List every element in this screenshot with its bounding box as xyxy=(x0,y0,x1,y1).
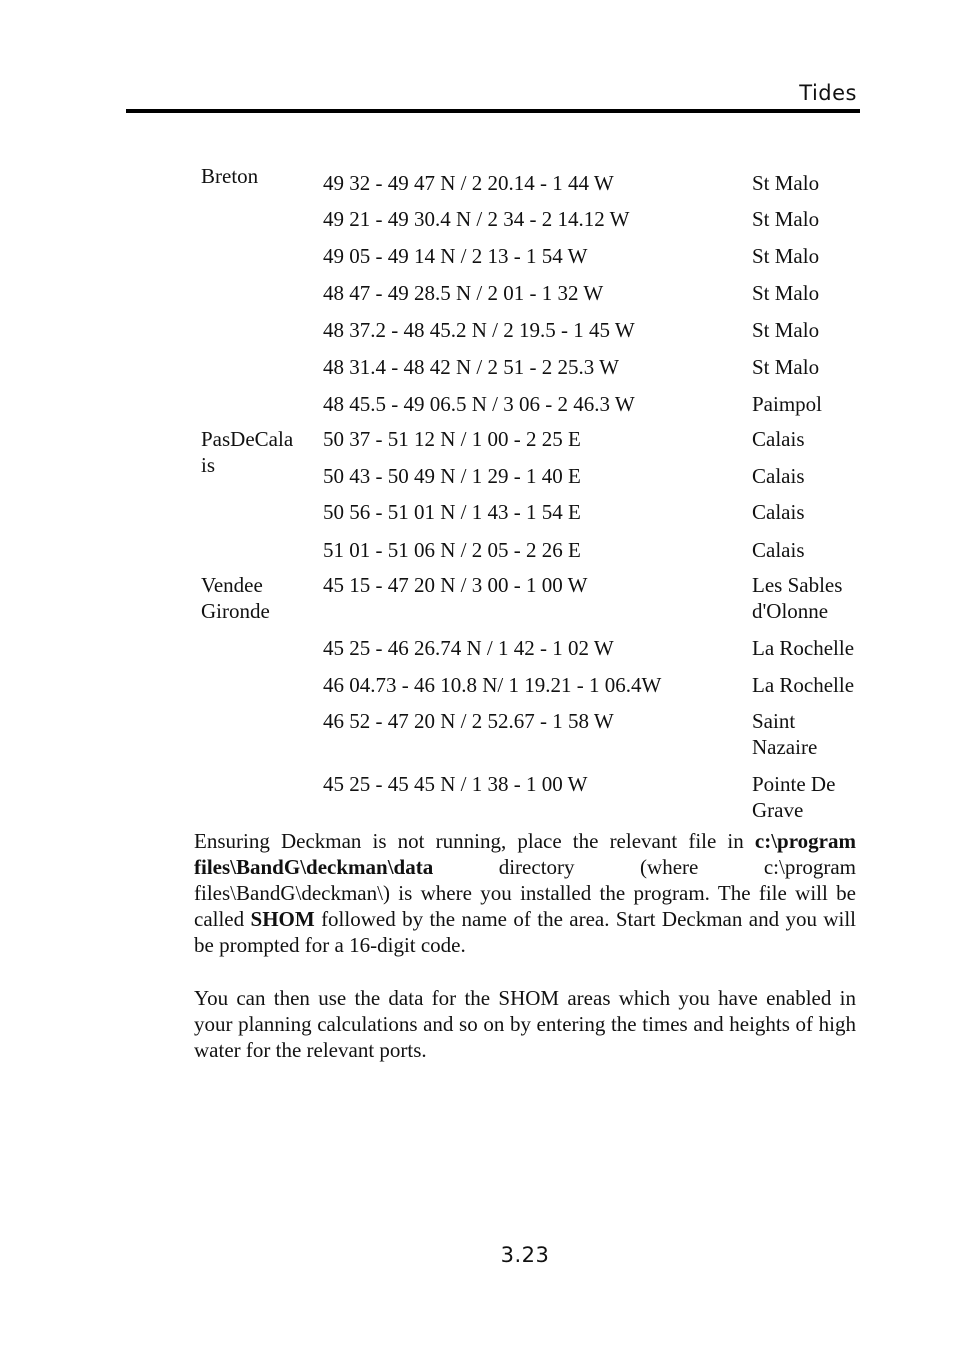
row-range: 46 04.73 - 46 10.8 N/ 1 19.21 - 1 06.4W xyxy=(323,673,662,697)
row-port: St Malo xyxy=(752,355,820,379)
port-line: Pointe De xyxy=(752,772,836,796)
port-line: Nazaire xyxy=(752,735,818,759)
row-range: 45 25 - 46 26.74 N / 1 42 - 1 02 W xyxy=(323,636,614,660)
row-range: 49 05 - 49 14 N / 2 13 - 1 54 W xyxy=(323,244,588,268)
row-port: Calais xyxy=(752,538,805,562)
row-port xyxy=(752,572,842,624)
row-port: St Malo xyxy=(752,318,820,342)
row-port xyxy=(752,708,817,760)
row-range: 50 56 - 51 01 N / 1 43 - 1 54 E xyxy=(323,500,581,524)
row-range: 45 15 - 47 20 N / 3 00 - 1 00 W xyxy=(323,573,588,597)
row-range: 48 45.5 - 49 06.5 N / 3 06 - 2 46.3 W xyxy=(323,392,635,416)
row-range: 50 43 - 50 49 N / 1 29 - 1 40 E xyxy=(323,464,581,488)
row-port xyxy=(752,771,835,823)
install-instructions-paragraph xyxy=(194,828,856,958)
area-label-vendee-gironde: Vendee Gironde xyxy=(201,573,270,623)
row-port: Calais xyxy=(752,464,805,488)
row-port: La Rochelle xyxy=(752,636,855,660)
row-range: 46 52 - 47 20 N / 2 52.67 - 1 58 W xyxy=(323,709,614,733)
header-rule xyxy=(126,109,860,113)
port-line: d'Olonne xyxy=(752,599,829,623)
page-number: 3.23 xyxy=(500,1243,550,1267)
shom-bold: SHOM xyxy=(250,907,315,931)
row-range: 49 32 - 49 47 N / 2 20.14 - 1 44 W xyxy=(323,171,614,195)
port-line: Grave xyxy=(752,798,804,822)
row-port: St Malo xyxy=(752,207,820,231)
row-range: 45 25 - 45 45 N / 1 38 - 1 00 W xyxy=(323,772,588,796)
row-range: 49 21 - 49 30.4 N / 2 34 - 2 14.12 W xyxy=(323,207,630,231)
row-port: St Malo xyxy=(752,171,820,195)
page-header-title: Tides xyxy=(799,81,857,105)
row-range: 48 37.2 - 48 45.2 N / 2 19.5 - 1 45 W xyxy=(323,318,635,342)
area-label-pasdecalais: PasDeCala is xyxy=(201,427,294,477)
file-path-bold: c:\program files\BandG\deckman\data xyxy=(194,829,856,879)
row-port: La Rochelle xyxy=(752,673,855,697)
row-port: St Malo xyxy=(752,281,820,305)
row-range: 48 31.4 - 48 42 N / 2 51 - 2 25.3 W xyxy=(323,355,619,379)
port-line: Saint xyxy=(752,709,796,733)
area-label-breton: Breton xyxy=(201,164,259,188)
text-segment: followed by the name of the area. Start Deckman and you will be prompted for a 16-digit code. xyxy=(194,907,856,957)
text-segment: directory (where c:\program files\BandG\deckman\) is where you installed the program. The file will be called xyxy=(194,855,856,931)
usage-paragraph: You can then use the data for the SHOM areas which you have enabled in your planning calculations and so on by entering the times and heights of high water for the relevant ports. xyxy=(194,986,856,1062)
text-segment: Ensuring Deckman is not running, place the relevant file in xyxy=(194,829,755,853)
row-range: 48 47 - 49 28.5 N / 2 01 - 1 32 W xyxy=(323,281,604,305)
row-range: 51 01 - 51 06 N / 2 05 - 2 26 E xyxy=(323,538,581,562)
port-line: Les Sables xyxy=(752,573,843,597)
row-port: Paimpol xyxy=(752,392,823,416)
row-port: Calais xyxy=(752,427,805,451)
row-port: St Malo xyxy=(752,244,820,268)
row-range: 50 37 - 51 12 N / 1 00 - 2 25 E xyxy=(323,427,581,451)
row-port: Calais xyxy=(752,500,805,524)
